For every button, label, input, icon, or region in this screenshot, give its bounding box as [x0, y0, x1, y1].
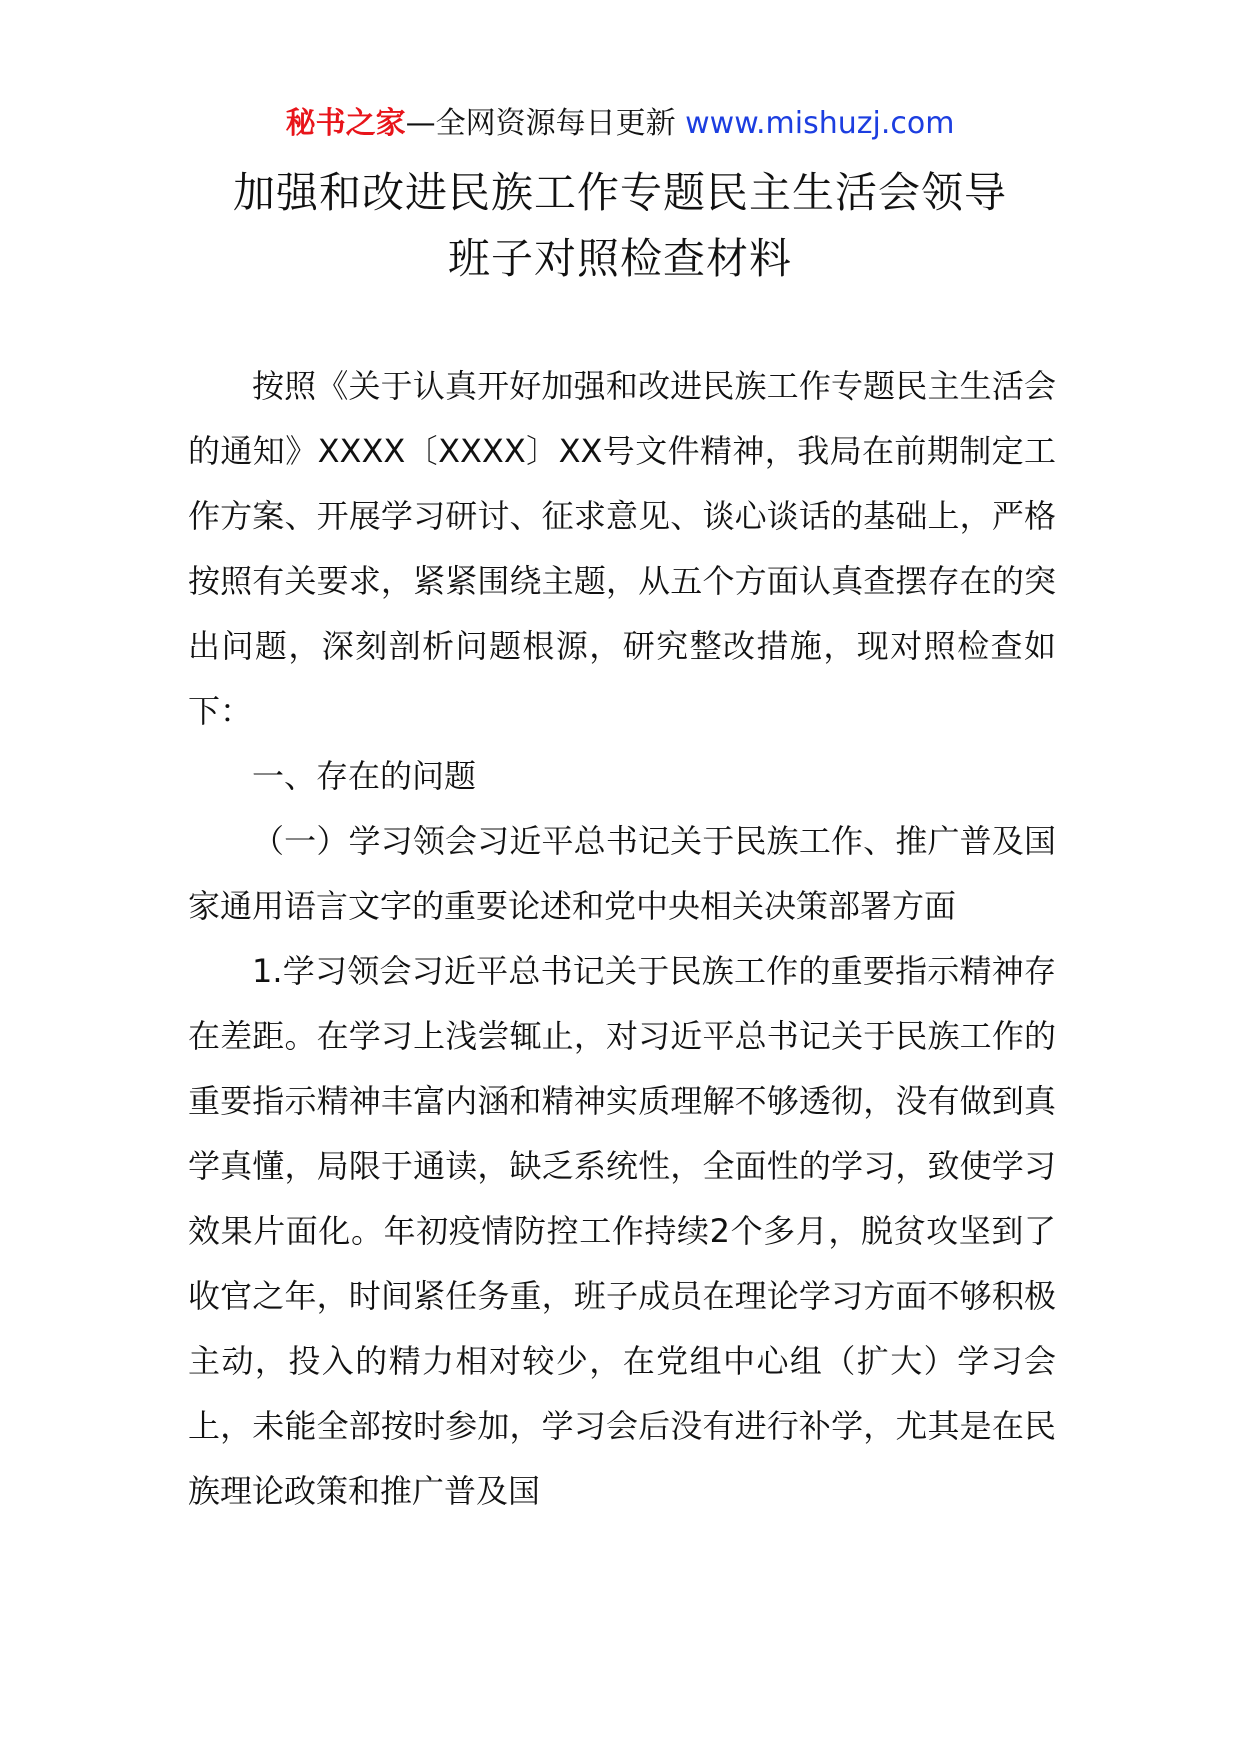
site-url-link[interactable]: www.mishuzj.com	[685, 106, 955, 141]
item-paragraph: 1.学习领会习近平总书记关于民族工作的重要指示精神存在差距。在学习上浅尝辄止，对习近平总书记关于民族工作的重要指示精神丰富内涵和精神实质理解不够透彻，没有做到真学真懂，局限于通读，缺乏系统性，全面性的学习，致使学习效果片面化。年初疫情防控工作持续2个多月，脱贫攻坚到了收官之年，时间紧任务重，班子成员在理论学习方面不够积极主动，投入的精力相对较少，在党组中心组（扩大）学习会上，未能全部按时参加，学习会后没有进行补学，尤其是在民族理论政策和推广普及国	[188, 952, 1056, 1510]
document-body	[188, 354, 1056, 1524]
brand-name: 秘书之家	[285, 106, 406, 141]
section-heading: 一、存在的问题	[252, 757, 477, 795]
title-line-2: 班子对照检查材料	[447, 234, 792, 283]
intro-paragraph: 按照《关于认真开好加强和改进民族工作专题民主生活会的通知》XXXX〔XXXX〕XX号文件精神，我局在前期制定工作方案、开展学习研讨、征求意见、谈心谈话的基础上，严格按照有关要求，紧紧围绕主题，从五个方面认真查摆存在的突出问题，深刻剖析问题根源，研究整改措施，现对照检查如下：	[188, 367, 1056, 730]
header-slogan: —全网资源每日更新	[405, 106, 676, 141]
subsection-heading: （一）学习领会习近平总书记关于民族工作、推广普及国家通用语言文字的重要论述和党中央相关决策部署方面	[188, 822, 1056, 925]
site-header	[0, 100, 1240, 148]
title-line-1: 加强和改进民族工作专题民主生活会领导	[232, 168, 1007, 217]
document-title	[150, 160, 1090, 292]
